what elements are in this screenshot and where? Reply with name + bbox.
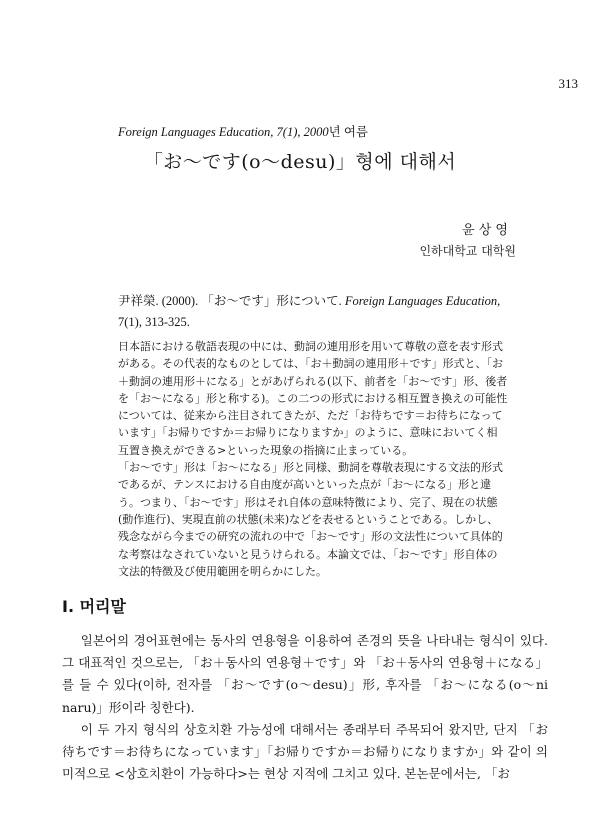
page-number: 313 [558, 76, 578, 91]
body-text [62, 630, 548, 785]
citation-journal: Foreign Languages Education, [344, 294, 501, 308]
author-name: 윤 상 영 [462, 223, 508, 238]
abstract-paragraph: 日本語における敬語表現の中には、動詞の連用形を用いて尊敬の意を表す形式がある。その代表的なものとしては、「お＋動詞の連用形＋です」形式と、「お＋動詞の連用形＋になる」とがあげられる(以下、前者を「お～です」形、後者を「お～になる」形と称する)。この二つの形式における相互置き換えの可能性については、従来から注目されてきたが、ただ「お待ちです＝お待ちになっています」「お帰りですか＝お帰りになりますか」のように、意味においてく相互置き換えができる>といった現象の指摘に止まっている。 [118, 340, 508, 457]
abstract [118, 338, 508, 580]
section-heading: Ⅰ. 머리말 [62, 597, 126, 616]
citation-author-title: 尹祥榮. (2000). 「お～です」形について. [118, 294, 345, 308]
body-paragraph: 이 두 가지 형식의 상호치환 가능성에 대해서는 종래부터 주목되어 왔지만, 단지 「お待ちです＝お待ちになっています」「お帰りですか＝お帰りになりますか」와 같이 의미적으로 <상호치환이 가능하다>는 현상 지적에 그치고 있다. 본논문에서는, 「お [62, 721, 548, 782]
abstract-paragraph: 「お～です」形は「お～になる」形と同様、動詞を尊敬表現にする文法的形式であるが、テンスにおける自由度が高いといった点が「お～になる」形と違う。つまり、「お～です」形はそれ自体の意味特徴により、完了、現在の状態(動作進行)、実現直前の状態(未来)などを表せるということである。しかし、残念ながら今までの研究の流れの中で「お～です」形の文法性について具体的な考察はなされていないと見うけられる。本論文では、「お～です」形自体の文法的特徴及び使用範囲を明らかにした。 [118, 461, 503, 578]
paper-title: 「お～です(o～desu)」형에 대해서 [143, 151, 457, 173]
journal-season: 년 여름 [328, 125, 368, 139]
journal-reference [118, 122, 368, 140]
citation-volume-pages: 7(1), 313-325. [118, 315, 190, 329]
author-affiliation: 인하대학교 대학원 [419, 244, 516, 258]
body-paragraph: 일본어의 경어표현에는 동사의 연용형을 이용하여 존경의 뜻을 나타내는 형식이 있다. 그 대표적인 것으로는, 「お＋동사의 연용형＋です」와 「お＋동사의 연용형＋になる」를 들 수 있다(이하, 전자를 「お～です(o～desu)」形, 후자를 「お～になる(o～ni naru)」形이라 칭한다). [62, 633, 548, 715]
citation [118, 291, 518, 333]
journal-name: Foreign Languages Education, 7(1), 2000 [118, 125, 329, 139]
